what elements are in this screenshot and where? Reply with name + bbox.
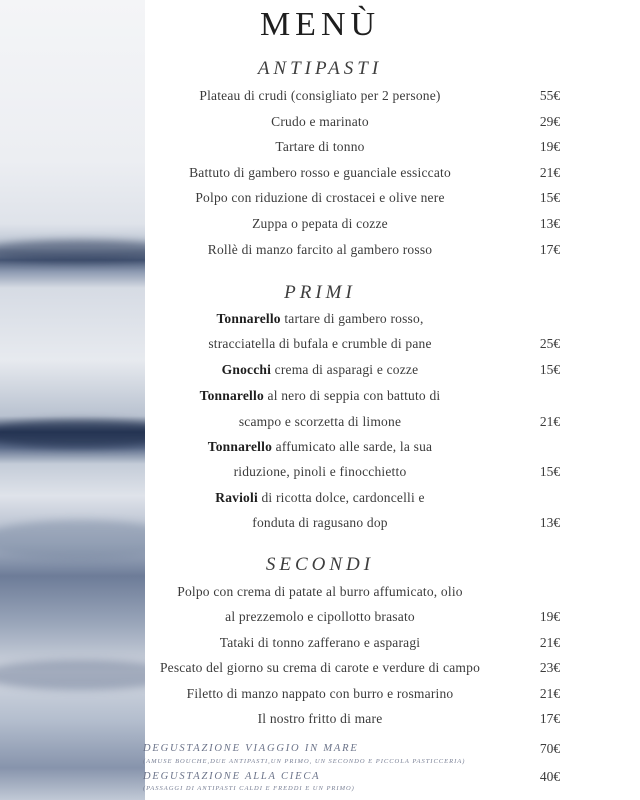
menu-item: Battuto di gambero rosso e guanciale essiccato — [189, 165, 451, 180]
menu-item — [145, 362, 495, 378]
menu-item-price: 13€ — [539, 216, 561, 231]
section-heading-antipasti: ANTIPASTI — [257, 58, 383, 79]
menu-item-line2: stracciatella di bufala e crumble di pane — [208, 336, 432, 351]
menu-item — [145, 388, 495, 404]
tasting-menu-price: 70€ — [539, 741, 561, 756]
menu-title: MENÙ — [259, 6, 381, 43]
menu-item — [145, 439, 495, 455]
menu-item-price: 21€ — [539, 635, 561, 650]
menu-item-price: 19€ — [539, 609, 561, 624]
menu-item-price: 13€ — [539, 515, 561, 530]
menu-item-price: 29€ — [539, 114, 561, 129]
tasting-menu-title: DEGUSTAZIONE ALLA CIECA — [143, 771, 321, 782]
watercolor-decoration — [0, 0, 145, 800]
tasting-menu-title: DEGUSTAZIONE VIAGGIO IN MARE — [143, 743, 359, 754]
menu-item: Tartare di tonno — [275, 139, 365, 154]
menu-item-price: 21€ — [539, 165, 561, 180]
dish-name: Tonnarello — [216, 311, 281, 326]
menu-item: Il nostro fritto di mare — [257, 711, 383, 726]
section-heading-secondi: SECONDI — [265, 554, 375, 575]
menu-item-price: 23€ — [539, 660, 561, 675]
dish-description: al nero di seppia con battuto di — [263, 388, 441, 403]
menu-item: Filetto di manzo nappato con burro e rosmarino — [186, 686, 454, 701]
menu-item-line2: scampo e scorzetta di limone — [238, 414, 402, 429]
menu-item — [145, 490, 495, 506]
menu-item-price: 21€ — [539, 414, 561, 429]
menu-item-price: 17€ — [539, 711, 561, 726]
menu-item-line2: riduzione, pinoli e finocchietto — [233, 464, 407, 479]
menu-item-price: 55€ — [539, 88, 561, 103]
tasting-menu-description: (AMUSE BOUCHE,DUE ANTIPASTI,UN PRIMO, UN SECONDO E PICCOLA PASTICCERIA) — [143, 758, 466, 765]
menu-item-price: 21€ — [539, 686, 561, 701]
dish-name: Gnocchi — [221, 362, 272, 377]
dish-name: Ravioli — [215, 490, 258, 505]
tasting-menu-price: 40€ — [539, 769, 561, 784]
menu-item: Tataki di tonno zafferano e asparagi — [219, 635, 421, 650]
menu-item-line2: fonduta di ragusano dop — [252, 515, 388, 530]
menu-item — [145, 311, 495, 327]
menu-item-price: 15€ — [539, 362, 561, 377]
menu-item-price: 19€ — [539, 139, 561, 154]
menu-item-line2: al prezzemolo e cipollotto brasato — [225, 609, 415, 624]
menu-item: Rollè di manzo farcito al gambero rosso — [207, 242, 433, 257]
menu-item: Zuppa o pepata di cozze — [252, 216, 388, 231]
dish-description: di ricotta dolce, cardoncelli e — [257, 490, 425, 505]
menu-item: Pescato del giorno su crema di carote e verdure di campo — [159, 660, 481, 675]
dish-description: tartare di gambero rosso, — [280, 311, 424, 326]
dish-description: affumicato alle sarde, la sua — [272, 439, 433, 454]
dish-name: Tonnarello — [207, 439, 273, 454]
menu-item-price: 15€ — [539, 464, 561, 479]
menu-item: Plateau di crudi (consigliato per 2 persone) — [199, 88, 441, 103]
dish-description: crema di asparagi e cozze — [271, 362, 419, 377]
menu-item-price: 17€ — [539, 242, 561, 257]
section-heading-primi: PRIMI — [284, 282, 356, 303]
menu-item: Crudo e marinato — [271, 114, 369, 129]
dish-name: Tonnarello — [199, 388, 264, 403]
menu-item: Polpo con crema di patate al burro affumicato, olio — [177, 584, 463, 599]
menu-item: Polpo con riduzione di crostacei e olive nere — [195, 190, 445, 205]
tasting-menu-description: (PASSAGGI DI ANTIPASTI CALDI E FREDDI E UN PRIMO) — [143, 785, 355, 792]
menu-item-price: 15€ — [539, 190, 561, 205]
menu-item-price: 25€ — [539, 336, 561, 351]
